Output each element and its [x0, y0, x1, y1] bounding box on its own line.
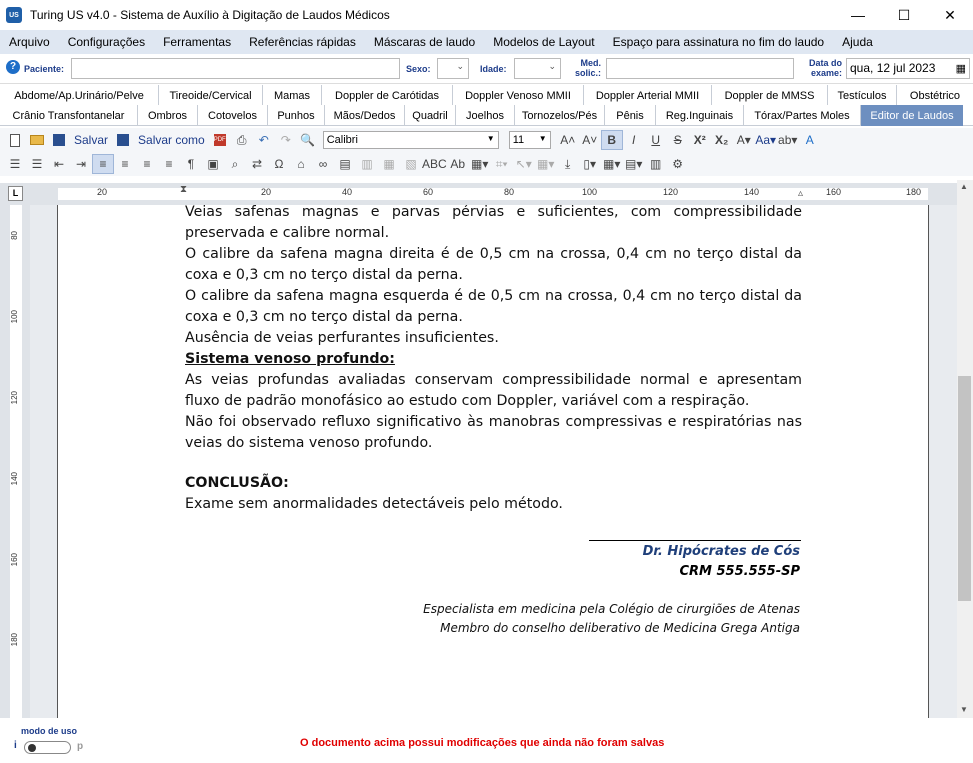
- pdf-icon[interactable]: PDF: [209, 130, 231, 150]
- spelling-icon[interactable]: ABC: [422, 157, 447, 171]
- tab-testiculos[interactable]: Testículos: [828, 85, 897, 106]
- scrollbar-thumb[interactable]: [958, 376, 971, 601]
- ruler-tick: 160: [10, 553, 19, 567]
- font-size-select[interactable]: [509, 131, 551, 149]
- tab-doppler-mmss[interactable]: Doppler de MMSS: [712, 85, 828, 106]
- comment-icon[interactable]: ▤: [339, 157, 351, 171]
- strikethrough-icon[interactable]: S: [673, 133, 682, 147]
- font-size-value: 11: [512, 134, 525, 146]
- save-button[interactable]: Salvar: [74, 133, 109, 147]
- scroll-down-icon[interactable]: ▼: [960, 705, 968, 714]
- save-as-icon[interactable]: [112, 130, 134, 150]
- tab-joelhos[interactable]: Joelhos: [456, 105, 515, 126]
- ruler-tick: 60: [423, 187, 434, 197]
- exam-date-label: Data do exame:: [808, 58, 842, 78]
- shrink-font-icon[interactable]: A˅: [582, 133, 598, 147]
- left-indent-marker[interactable]: ⧗: [180, 184, 188, 195]
- patient-input[interactable]: [71, 58, 400, 79]
- age-label: Idade:: [480, 64, 507, 74]
- cell-icon[interactable]: ▦▾: [537, 157, 555, 171]
- scroll-up-icon[interactable]: ▲: [960, 182, 968, 191]
- ruler-tick: 120: [10, 391, 19, 405]
- menu-espaco-assinatura[interactable]: Espaço para assinatura no fim do laudo: [612, 35, 825, 49]
- bold-icon[interactable]: B: [601, 130, 623, 150]
- vertical-scrollbar[interactable]: [957, 180, 973, 718]
- decrease-indent-icon[interactable]: ⇤: [53, 157, 65, 171]
- paste-icon[interactable]: ▤▾: [625, 157, 643, 171]
- patient-bar: [0, 55, 973, 84]
- age-select[interactable]: [514, 58, 561, 79]
- mode-toggle[interactable]: [24, 741, 71, 754]
- document-page[interactable]: [57, 205, 929, 718]
- justify-icon[interactable]: ≡: [165, 157, 173, 171]
- tab-tireoide[interactable]: Tireoide/Cervical: [159, 85, 263, 106]
- help-icon[interactable]: ?: [6, 60, 20, 74]
- ruler-tick: 100: [582, 187, 598, 197]
- print-icon[interactable]: ⎙: [236, 132, 247, 147]
- page-break-icon[interactable]: ⤓: [565, 156, 571, 171]
- find-icon[interactable]: ⌕: [231, 156, 239, 171]
- tab-penis[interactable]: Pênis: [605, 105, 656, 126]
- conclusion-heading: CONCLUSÃO:: [185, 475, 289, 491]
- superscript-icon[interactable]: X²: [693, 133, 706, 147]
- chevron-down-icon: ▼: [538, 134, 547, 143]
- save-icon[interactable]: [48, 130, 70, 150]
- bullet-list-icon[interactable]: ☰: [9, 157, 21, 171]
- insert-image-icon[interactable]: ▣: [207, 157, 219, 171]
- document-canvas: [30, 205, 957, 718]
- title-bar: [0, 0, 973, 30]
- blank-line: [185, 454, 802, 473]
- vertical-ruler-strip: [10, 205, 22, 718]
- paragraph: Exame sem anormalidades detectáveis pelo método.: [185, 496, 563, 512]
- tab-doppler-venoso[interactable]: Doppler Venoso MMII: [453, 85, 584, 106]
- ruler-strip[interactable]: [58, 184, 928, 200]
- maximize-icon[interactable]: ☐: [897, 6, 911, 23]
- clear-format-icon[interactable]: ▧: [405, 157, 417, 171]
- menu-ferramentas[interactable]: Ferramentas: [163, 35, 232, 49]
- ruler-tick: 100: [10, 310, 19, 324]
- status-bar: [0, 718, 973, 763]
- columns-icon[interactable]: ▯▾: [583, 157, 596, 171]
- tab-ombros[interactable]: Ombros: [138, 105, 198, 126]
- patient-label: Paciente:: [24, 64, 65, 74]
- symbol-icon[interactable]: Ω: [274, 157, 284, 171]
- numbered-list-icon[interactable]: ☰: [31, 157, 43, 171]
- paragraph: Ausência de veias perfurantes insuficientes.: [185, 330, 499, 346]
- ruler-tick: 140: [10, 472, 19, 486]
- tab-reg-inguinais[interactable]: Reg.Inguinais: [656, 105, 744, 126]
- ruler-tick: 20: [261, 187, 272, 197]
- new-document-icon[interactable]: [4, 130, 26, 150]
- exam-date-picker[interactable]: [846, 58, 970, 79]
- tab-torax[interactable]: Tórax/Partes Moles: [744, 105, 861, 126]
- menu-bar: [0, 30, 973, 54]
- field-icon[interactable]: ▥: [361, 157, 373, 171]
- tab-doppler-arterial[interactable]: Doppler Arterial MMII: [584, 85, 712, 106]
- open-folder-icon[interactable]: [26, 130, 48, 150]
- table-tools-icon[interactable]: ⌗▾: [495, 156, 508, 171]
- print-layout-icon[interactable]: ▥: [650, 157, 662, 171]
- paragraph: O calibre da safena magna direita é de 0,5 cm na crossa, 0,4 cm no terço distal da coxa e 0,3 cm no terço distal da perna.: [185, 246, 802, 283]
- language-icon[interactable]: Ab: [450, 157, 466, 171]
- italic-icon[interactable]: I: [632, 133, 636, 147]
- tab-stop-selector[interactable]: L: [8, 186, 23, 201]
- insert-table-icon[interactable]: ▦▾: [471, 157, 489, 171]
- tab-row-2: [0, 105, 973, 126]
- ruler-tick: 80: [10, 231, 19, 240]
- tab-maos[interactable]: Mãos/Dedos: [325, 105, 405, 126]
- change-case-icon[interactable]: Aa▾: [755, 133, 777, 147]
- med-solic-input[interactable]: [606, 58, 794, 79]
- tab-row-1: [0, 85, 973, 106]
- select-icon[interactable]: ↖▾: [515, 157, 532, 171]
- font-family-value: Calibri: [326, 134, 358, 146]
- toolbar-row-2: [0, 152, 973, 176]
- chevron-down-icon: ⌄: [548, 61, 556, 71]
- app-icon: US: [6, 7, 22, 23]
- ruler-tick: 120: [663, 187, 679, 197]
- tab-punhos[interactable]: Punhos: [268, 105, 325, 126]
- sex-label: Sexo:: [406, 64, 431, 74]
- tab-tornozelos[interactable]: Tornozelos/Pés: [515, 105, 605, 126]
- redo-icon[interactable]: ↷: [280, 133, 291, 147]
- tab-editor-laudos[interactable]: Editor de Laudos: [861, 105, 963, 126]
- toolbar-row-1: [0, 128, 973, 152]
- font-color-icon[interactable]: A▾: [736, 133, 751, 147]
- tab-abdome[interactable]: Abdome/Ap.Urinário/Pelve: [0, 85, 159, 106]
- align-center-icon[interactable]: ≡: [121, 157, 129, 171]
- tab-cotovelos[interactable]: Cotovelos: [198, 105, 268, 126]
- minimize-icon[interactable]: —: [851, 7, 865, 23]
- print-preview-icon[interactable]: 🔍: [300, 133, 316, 147]
- font-dialog-icon[interactable]: A: [805, 133, 814, 147]
- tab-doppler-carotidas[interactable]: Doppler de Carótidas: [322, 85, 453, 106]
- align-right-icon[interactable]: ≡: [143, 157, 151, 171]
- mode-right-label: p: [77, 741, 84, 752]
- signature-line: [589, 540, 801, 541]
- window-title: Turing US v4.0 - Sistema de Auxílio à Digitação de Laudos Médicos: [30, 8, 390, 22]
- tab-obstetrico[interactable]: Obstétrico: [909, 89, 961, 102]
- chevron-down-icon: ▼: [486, 134, 495, 143]
- ruler-tick: 160: [826, 187, 842, 197]
- sex-select[interactable]: [437, 58, 469, 79]
- tab-cranio[interactable]: Crânio Transfontanelar: [0, 105, 138, 126]
- signature-crm: CRM 555.555-SP: [679, 564, 800, 579]
- tab-quadril[interactable]: Quadril: [405, 105, 456, 126]
- increase-indent-icon[interactable]: ⇥: [75, 157, 87, 171]
- ruler-tick: 40: [342, 187, 353, 197]
- ruler-tick: 80: [504, 187, 515, 197]
- horizontal-ruler: [0, 183, 973, 205]
- exam-date-value: qua, 12 jul 2023: [850, 61, 936, 75]
- signature-specialty: Especialista em medicina pela Colégio de cirurgiões de Atenas: [423, 602, 800, 616]
- highlight-icon[interactable]: ab▾: [778, 133, 798, 147]
- menu-modelos[interactable]: Modelos de Layout: [493, 35, 595, 49]
- undo-icon[interactable]: ↶: [258, 133, 269, 147]
- tab-mamas[interactable]: Mamas: [263, 85, 322, 106]
- save-as-button[interactable]: Salvar como: [138, 133, 205, 147]
- toggle-knob: [28, 744, 36, 752]
- ruler-tick: 180: [10, 633, 19, 647]
- align-left-icon[interactable]: ≡: [92, 154, 114, 174]
- bookmark-icon[interactable]: ⌂: [297, 157, 305, 171]
- paragraph: O calibre da safena magna esquerda é de 0,5 cm na crossa, 0,4 cm no terço distal da coxa e 0,3 cm no terço distal da perna.: [185, 288, 802, 325]
- signature-membership: Membro do conselho deliberativo de Medicina Grega Antiga: [440, 621, 800, 635]
- vertical-ruler: [0, 205, 30, 718]
- underline-icon[interactable]: U: [651, 133, 661, 147]
- med-solic-label: Med. solic.:: [574, 58, 601, 78]
- hyperlink-icon[interactable]: ∞: [318, 157, 328, 171]
- chevron-down-icon: ⌄: [456, 61, 464, 71]
- calendar-icon[interactable]: ▦: [955, 63, 966, 75]
- font-family-select[interactable]: [323, 131, 499, 149]
- right-indent-marker[interactable]: ▵: [798, 188, 804, 199]
- menu-ajuda[interactable]: Ajuda: [842, 35, 873, 49]
- grow-font-icon[interactable]: A˄: [560, 133, 576, 147]
- subscript-icon[interactable]: X₂: [715, 133, 729, 147]
- paragraph: Veias safenas magnas e parvas pérvias e suficientes, com compressibilidade preservada e calibre normal.: [185, 205, 802, 241]
- settings-icon[interactable]: ⚙: [672, 157, 684, 171]
- paragraph: Não foi observado refluxo significativo às manobras compressivas e respiratórias nas veias do sistema venoso profundo.: [185, 414, 802, 451]
- mode-left-label: i: [14, 740, 17, 751]
- menu-referencias[interactable]: Referências rápidas: [249, 35, 356, 49]
- menu-mascaras[interactable]: Máscaras de laudo: [373, 35, 476, 49]
- unsaved-changes-message: O documento acima possui modificações que ainda não foram salvas: [300, 737, 665, 749]
- copy-format-icon[interactable]: ▦: [383, 157, 395, 171]
- document-body[interactable]: [185, 205, 802, 515]
- close-icon[interactable]: ✕: [944, 6, 956, 23]
- ruler-tick: 20: [97, 187, 108, 197]
- replace-icon[interactable]: ⇄: [251, 157, 263, 171]
- ruler-tick: 140: [744, 187, 760, 197]
- show-formatting-icon[interactable]: ¶: [187, 157, 195, 171]
- mode-label: modo de uso: [21, 726, 77, 736]
- borders-icon[interactable]: ▦▾: [603, 157, 621, 171]
- ruler-tick: 180: [906, 187, 922, 197]
- section-heading: Sistema venoso profundo:: [185, 351, 395, 367]
- menu-arquivo[interactable]: Arquivo: [9, 35, 50, 49]
- menu-configuracoes[interactable]: Configurações: [67, 35, 146, 49]
- signature-name: Dr. Hipócrates de Cós: [642, 544, 800, 559]
- paragraph: As veias profundas avaliadas conservam compressibilidade normal e apresentam fluxo de padrão monofásico ao estudo com Doppler, variável com a respiração.: [185, 372, 802, 409]
